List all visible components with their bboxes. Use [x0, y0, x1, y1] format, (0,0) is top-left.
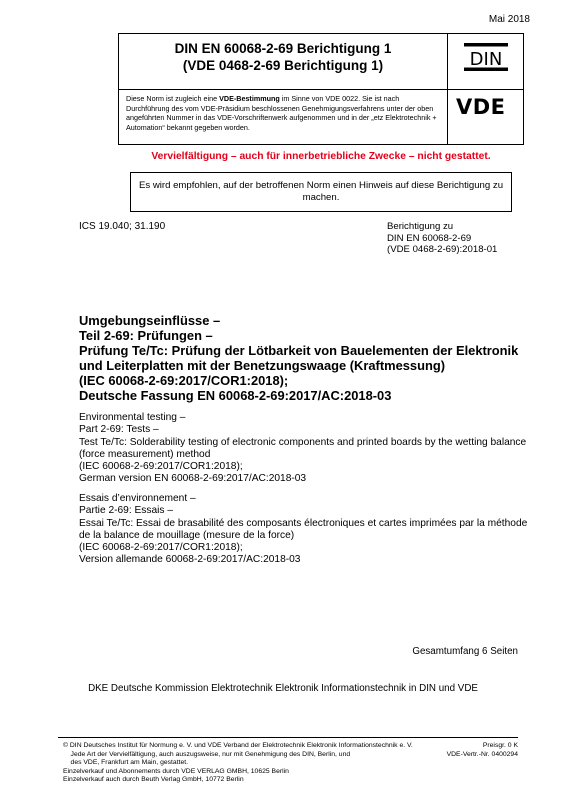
- vde-notice-part1: Diese Norm ist zugleich eine: [126, 94, 220, 103]
- footer-copyright: [63, 742, 425, 785]
- title-line-1: DIN EN 60068-2-69 Berichtigung 1: [174, 41, 392, 56]
- footer-line: © DIN Deutsches Institut für Normung e. V. und VDE Verband der Elektrotechnik Elektronik Informationstechnik e. V.: [63, 742, 413, 749]
- footer-order-info: [447, 742, 518, 759]
- title-de-line: Deutsche Fassung EN 60068-2-69:2017/AC:2018-03: [79, 388, 392, 403]
- recommendation-box: Es wird empfohlen, auf der betroffenen Norm einen Hinweis auf diese Berichtigung zu machen.: [130, 172, 512, 212]
- title-de-line: Prüfung Te/Tc: Prüfung der Lötbarkeit von Bauelementen der Elektronik und Leiterplatten mit der Benetzungswaage (Kraftmessung): [79, 343, 519, 373]
- title-de-line: (IEC 60068-2-69:2017/COR1:2018);: [79, 373, 289, 388]
- correction-line-3: (VDE 0468-2-69):2018-01: [387, 244, 498, 256]
- title-german: [79, 313, 529, 403]
- publication-date: Mai 2018: [488, 14, 530, 25]
- title-de-line: Teil 2-69: Prüfungen –: [79, 328, 213, 343]
- title-line-2: (VDE 0468-2-69 Berichtigung 1): [182, 58, 384, 73]
- vde-order-number: VDE-Vertr.-Nr. 0400294: [446, 750, 518, 758]
- footer-line: des VDE, Frankfurt am Main, gestattet.: [63, 759, 189, 766]
- footer-line: Einzelverkauf auch durch Beuth Verlag GmbH, 10772 Berlin: [63, 776, 244, 783]
- dke-line: DKE Deutsche Kommission Elektrotechnik Elektronik Informationstechnik in DIN und VDE: [88, 683, 478, 694]
- title-english: [79, 412, 529, 486]
- title-fr-line: Version allemande 60068-2-69:2017/AC:2018-03: [79, 554, 301, 566]
- footer-line: Jede Art der Vervielfältigung, auch auszugsweise, nur mit Genehmigung des DIN, Berlin, und: [63, 750, 351, 758]
- footer-line: Einzelverkauf und Abonnements durch VDE VERLAG GMBH, 10625 Berlin: [63, 767, 289, 775]
- title-en-line: Part 2-69: Tests –: [79, 424, 159, 436]
- correction-line-2: DIN EN 60068-2-69: [387, 232, 472, 244]
- title-en-line: (IEC 60068-2-69:2017/COR1:2018);: [79, 461, 243, 473]
- correction-reference: [387, 221, 497, 256]
- title-french: [79, 493, 529, 567]
- title-de-line: Umgebungseinflüsse –: [79, 313, 221, 328]
- vde-notice: [126, 94, 444, 132]
- page-count: Gesamtumfang 6 Seiten: [412, 646, 518, 657]
- din-logo: [463, 42, 509, 72]
- title-fr-line: Essais d’environnement –: [79, 493, 196, 504]
- din-logo-text: DIN: [469, 49, 503, 70]
- vde-notice-part2: im Sinne von VDE 0022. Sie ist nach Durchführung des vom VDE-Präsidium beschlossenen Genehmigungsverfahrens unter der oben angeführten Nummer in das VDE-Vorschriftenwerk aufgenommen und in der „etz Elektrotechnik + Automation“ bekannt gegeben worden.: [126, 94, 437, 132]
- document-title: [118, 40, 448, 74]
- title-fr-line: Partie 2-69: Essais –: [79, 505, 173, 517]
- title-fr-line: (IEC 60068-2-69:2017/COR1:2018);: [79, 542, 243, 554]
- price-group: Preisgr. 0 K: [482, 742, 518, 749]
- correction-line-1: Berichtigung zu: [387, 221, 454, 232]
- vde-logo: VDE: [456, 95, 506, 119]
- footer-divider: [58, 737, 518, 738]
- vde-notice-bold: VDE-Bestimmung: [219, 94, 280, 103]
- ics-code: ICS 19.040; 31.190: [79, 221, 166, 232]
- title-fr-line: Essai Te/Tc: Essai de brasabilité des composants électroniques et cartes imprimées par la méthode de la balance de mouillage (mesure de la force): [79, 517, 528, 541]
- title-en-line: German version EN 60068-2-69:2017/AC:2018-03: [79, 473, 307, 485]
- reproduction-warning: Vervielfältigung – auch für innerbetriebliche Zwecke – nicht gestattet.: [151, 151, 491, 162]
- title-en-line: Environmental testing –: [79, 412, 186, 423]
- title-en-line: Test Te/Tc: Solderability testing of electronic components and printed boards by the wetting balance (force measurement) method: [79, 436, 527, 460]
